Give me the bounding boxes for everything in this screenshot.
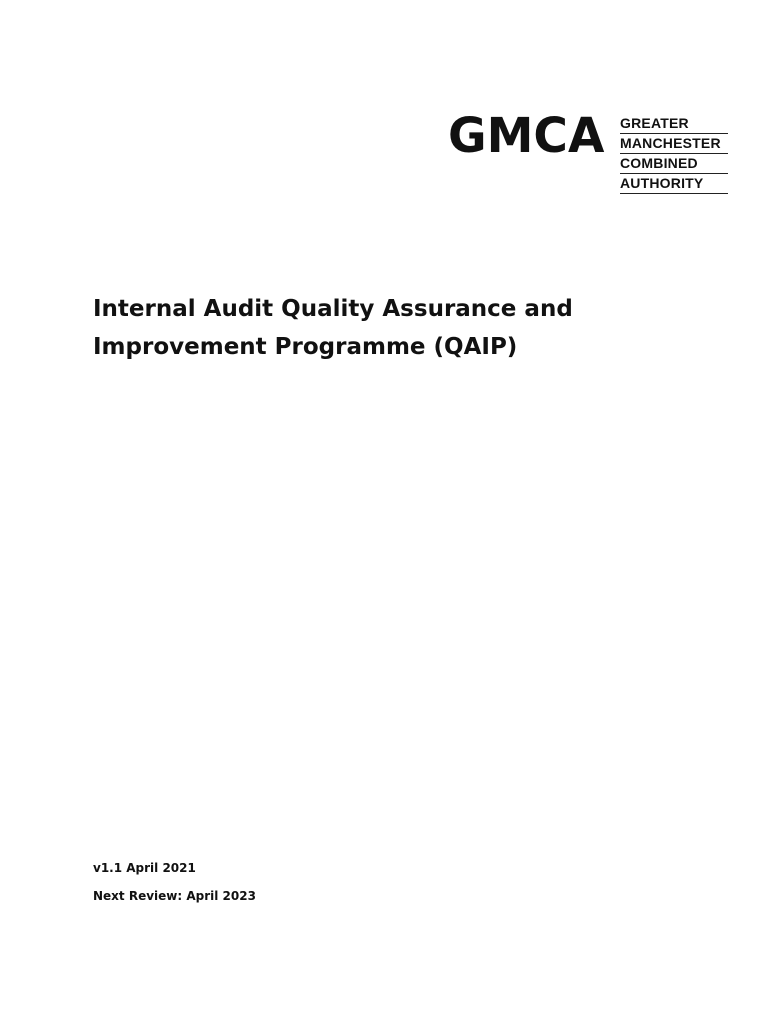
logo-word-manchester: MANCHESTER <box>620 134 728 154</box>
logo-word-authority: AUTHORITY <box>620 174 728 194</box>
document-title <box>93 290 653 366</box>
logo-wordmark <box>620 114 728 194</box>
logo-word-combined: COMBINED <box>620 154 728 174</box>
document-version: v1.1 April 2021 <box>93 861 196 875</box>
gmca-logo <box>448 108 730 202</box>
next-review-date: Next Review: April 2023 <box>93 889 256 903</box>
title-line-1: Internal Audit Quality Assurance and <box>93 296 573 322</box>
logo-word-greater: GREATER <box>620 114 728 134</box>
title-line-2: Improvement Programme (QAIP) <box>93 334 518 360</box>
logo-mark: GMCA <box>448 108 605 164</box>
